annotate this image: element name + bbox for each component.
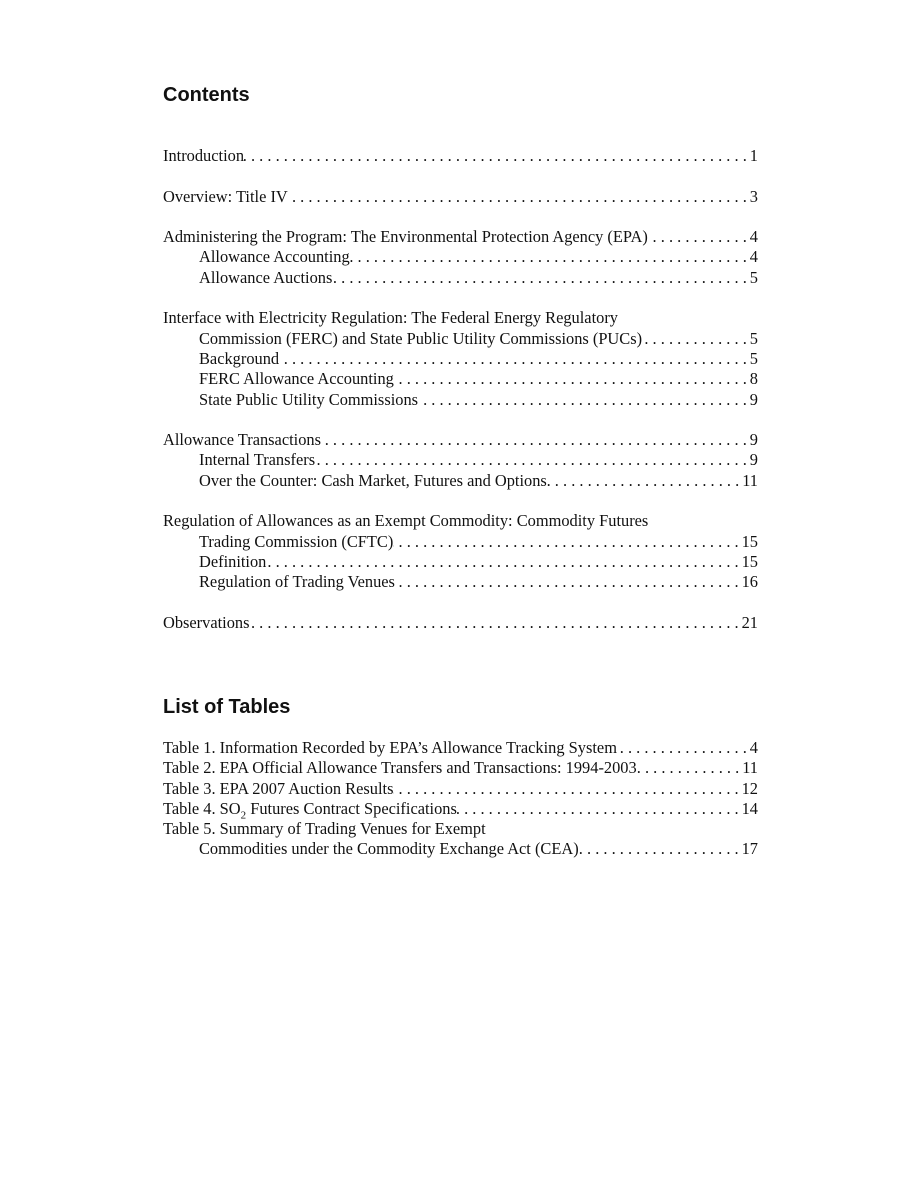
dot-leader xyxy=(393,779,741,799)
dot-leader xyxy=(637,758,743,778)
dot-leader xyxy=(617,738,750,758)
dot-leader xyxy=(395,572,742,592)
toc-entry-page: 9 xyxy=(749,389,758,409)
dot-leader xyxy=(547,471,742,491)
toc-entry-page: 5 xyxy=(749,328,758,348)
table-entry-title: Table 5. Summary of Trading Venues for Exempt xyxy=(163,819,486,839)
dot-leader xyxy=(279,349,750,369)
toc-entry-title: State Public Utility Commissions xyxy=(199,389,419,409)
toc-entry-title: FERC Allowance Accounting xyxy=(199,369,394,389)
subscript-two: 2 xyxy=(240,809,247,820)
dot-leader xyxy=(579,839,742,859)
dot-leader xyxy=(642,329,750,349)
table-entry[interactable] xyxy=(163,799,758,819)
toc-entry-page: 9 xyxy=(749,430,758,450)
toc-entry-page: 3 xyxy=(749,186,758,206)
toc-entry-title: Regulation of Trading Venues xyxy=(199,572,395,592)
toc-subentry[interactable] xyxy=(163,572,758,592)
table-entry[interactable] xyxy=(163,779,758,799)
toc-subentry[interactable] xyxy=(163,552,758,572)
toc-entry-page: 15 xyxy=(741,531,758,551)
toc-entry-continuation[interactable] xyxy=(163,329,758,349)
dot-leader xyxy=(350,247,750,267)
toc-entry-title: Allowance Accounting xyxy=(199,247,350,267)
toc-entry[interactable] xyxy=(163,227,758,247)
toc-entry-title: Regulation of Allowances as an Exempt Commodity: Commodity Futures xyxy=(163,511,649,531)
toc-entry-continuation[interactable] xyxy=(163,532,758,552)
table-entry-title: Commodities under the Commodity Exchange Act (CEA) xyxy=(199,839,579,859)
toc-entry-page: 11 xyxy=(742,470,758,490)
toc-entry-page: 5 xyxy=(749,348,758,368)
table-entry-page: 17 xyxy=(741,839,758,859)
toc-entry-page: 4 xyxy=(749,247,758,267)
toc-entry-title: Background xyxy=(199,348,280,368)
toc-entry-title: Administering the Program: The Environmental Protection Agency (EPA) xyxy=(163,227,648,247)
dot-leader xyxy=(394,369,750,389)
dot-leader xyxy=(648,227,750,247)
toc-entry-title: Introduction xyxy=(163,146,245,165)
table-entry-title: Table 2. EPA Official Allowance Transfers and Transactions: 1994-2003 xyxy=(163,758,637,778)
toc-entry-title: Over the Counter: Cash Market, Futures and Options xyxy=(199,470,547,490)
table-entry-title xyxy=(163,799,457,819)
list-of-tables-heading: List of Tables xyxy=(163,696,291,718)
table-entry-title-post: Futures Contract Specifications xyxy=(246,798,457,818)
table-entry-title: Table 1. Information Recorded by EPA’s Allowance Tracking System xyxy=(163,738,617,757)
table-entry-title: Table 3. EPA 2007 Auction Results xyxy=(163,778,394,798)
dot-leader xyxy=(393,532,741,552)
toc-entry-page: 21 xyxy=(741,612,758,632)
toc-entry[interactable] xyxy=(163,308,758,328)
dot-leader xyxy=(244,146,750,166)
table-entry-page: 14 xyxy=(741,798,758,818)
toc-entry-page: 4 xyxy=(749,227,758,247)
toc-subentry[interactable] xyxy=(163,390,758,410)
toc-entry[interactable] xyxy=(163,187,758,207)
list-of-tables xyxy=(163,738,758,860)
toc-subentry[interactable] xyxy=(163,450,758,470)
toc-entry[interactable] xyxy=(163,613,758,633)
toc-subentry[interactable] xyxy=(163,268,758,288)
toc-subentry[interactable] xyxy=(163,247,758,267)
toc-entry-title: Commission (FERC) and State Public Utility Commissions (PUCs) xyxy=(199,328,643,348)
toc-entry-title: Trading Commission (CFTC) xyxy=(199,531,394,551)
toc-entry-title: Internal Transfers xyxy=(199,450,316,470)
toc-entry[interactable] xyxy=(163,430,758,450)
toc-entry[interactable] xyxy=(163,511,758,531)
toc-entry[interactable] xyxy=(163,146,758,166)
contents-heading: Contents xyxy=(163,84,250,106)
table-entry-continuation[interactable] xyxy=(163,839,758,859)
contents-list xyxy=(163,146,758,633)
dot-leader xyxy=(315,450,750,470)
toc-entry-title: Observations xyxy=(163,612,250,632)
table-entry[interactable] xyxy=(163,738,758,758)
toc-entry-title: Definition xyxy=(199,551,267,571)
toc-entry-title: Interface with Electricity Regulation: The Federal Energy Regulatory xyxy=(163,308,618,328)
toc-entry-page: 16 xyxy=(741,572,758,592)
dot-leader xyxy=(266,552,741,572)
table-entry-title-pre: Table 4. SO xyxy=(163,798,241,818)
toc-entry-page: 1 xyxy=(749,146,758,165)
table-entry-page: 4 xyxy=(749,738,758,757)
toc-entry-page: 15 xyxy=(741,551,758,571)
toc-subentry[interactable] xyxy=(163,349,758,369)
table-entry-page: 12 xyxy=(741,778,758,798)
dot-leader xyxy=(332,268,749,288)
dot-leader xyxy=(250,613,742,633)
toc-entry-page: 5 xyxy=(749,267,758,287)
toc-entry-page: 9 xyxy=(749,450,758,470)
toc-entry-title: Allowance Auctions xyxy=(199,267,333,287)
table-entry[interactable] xyxy=(163,819,758,839)
table-entry[interactable] xyxy=(163,758,758,778)
dot-leader xyxy=(457,799,742,819)
toc-entry-page: 8 xyxy=(749,369,758,389)
table-entry-page: 11 xyxy=(742,758,758,778)
dot-leader xyxy=(418,390,750,410)
toc-entry-title: Allowance Transactions xyxy=(163,430,321,450)
dot-leader xyxy=(321,430,750,450)
toc-subentry[interactable] xyxy=(163,369,758,389)
toc-subentry[interactable] xyxy=(163,471,758,491)
toc-entry-title: Overview: Title IV xyxy=(163,186,288,206)
dot-leader xyxy=(288,187,750,207)
